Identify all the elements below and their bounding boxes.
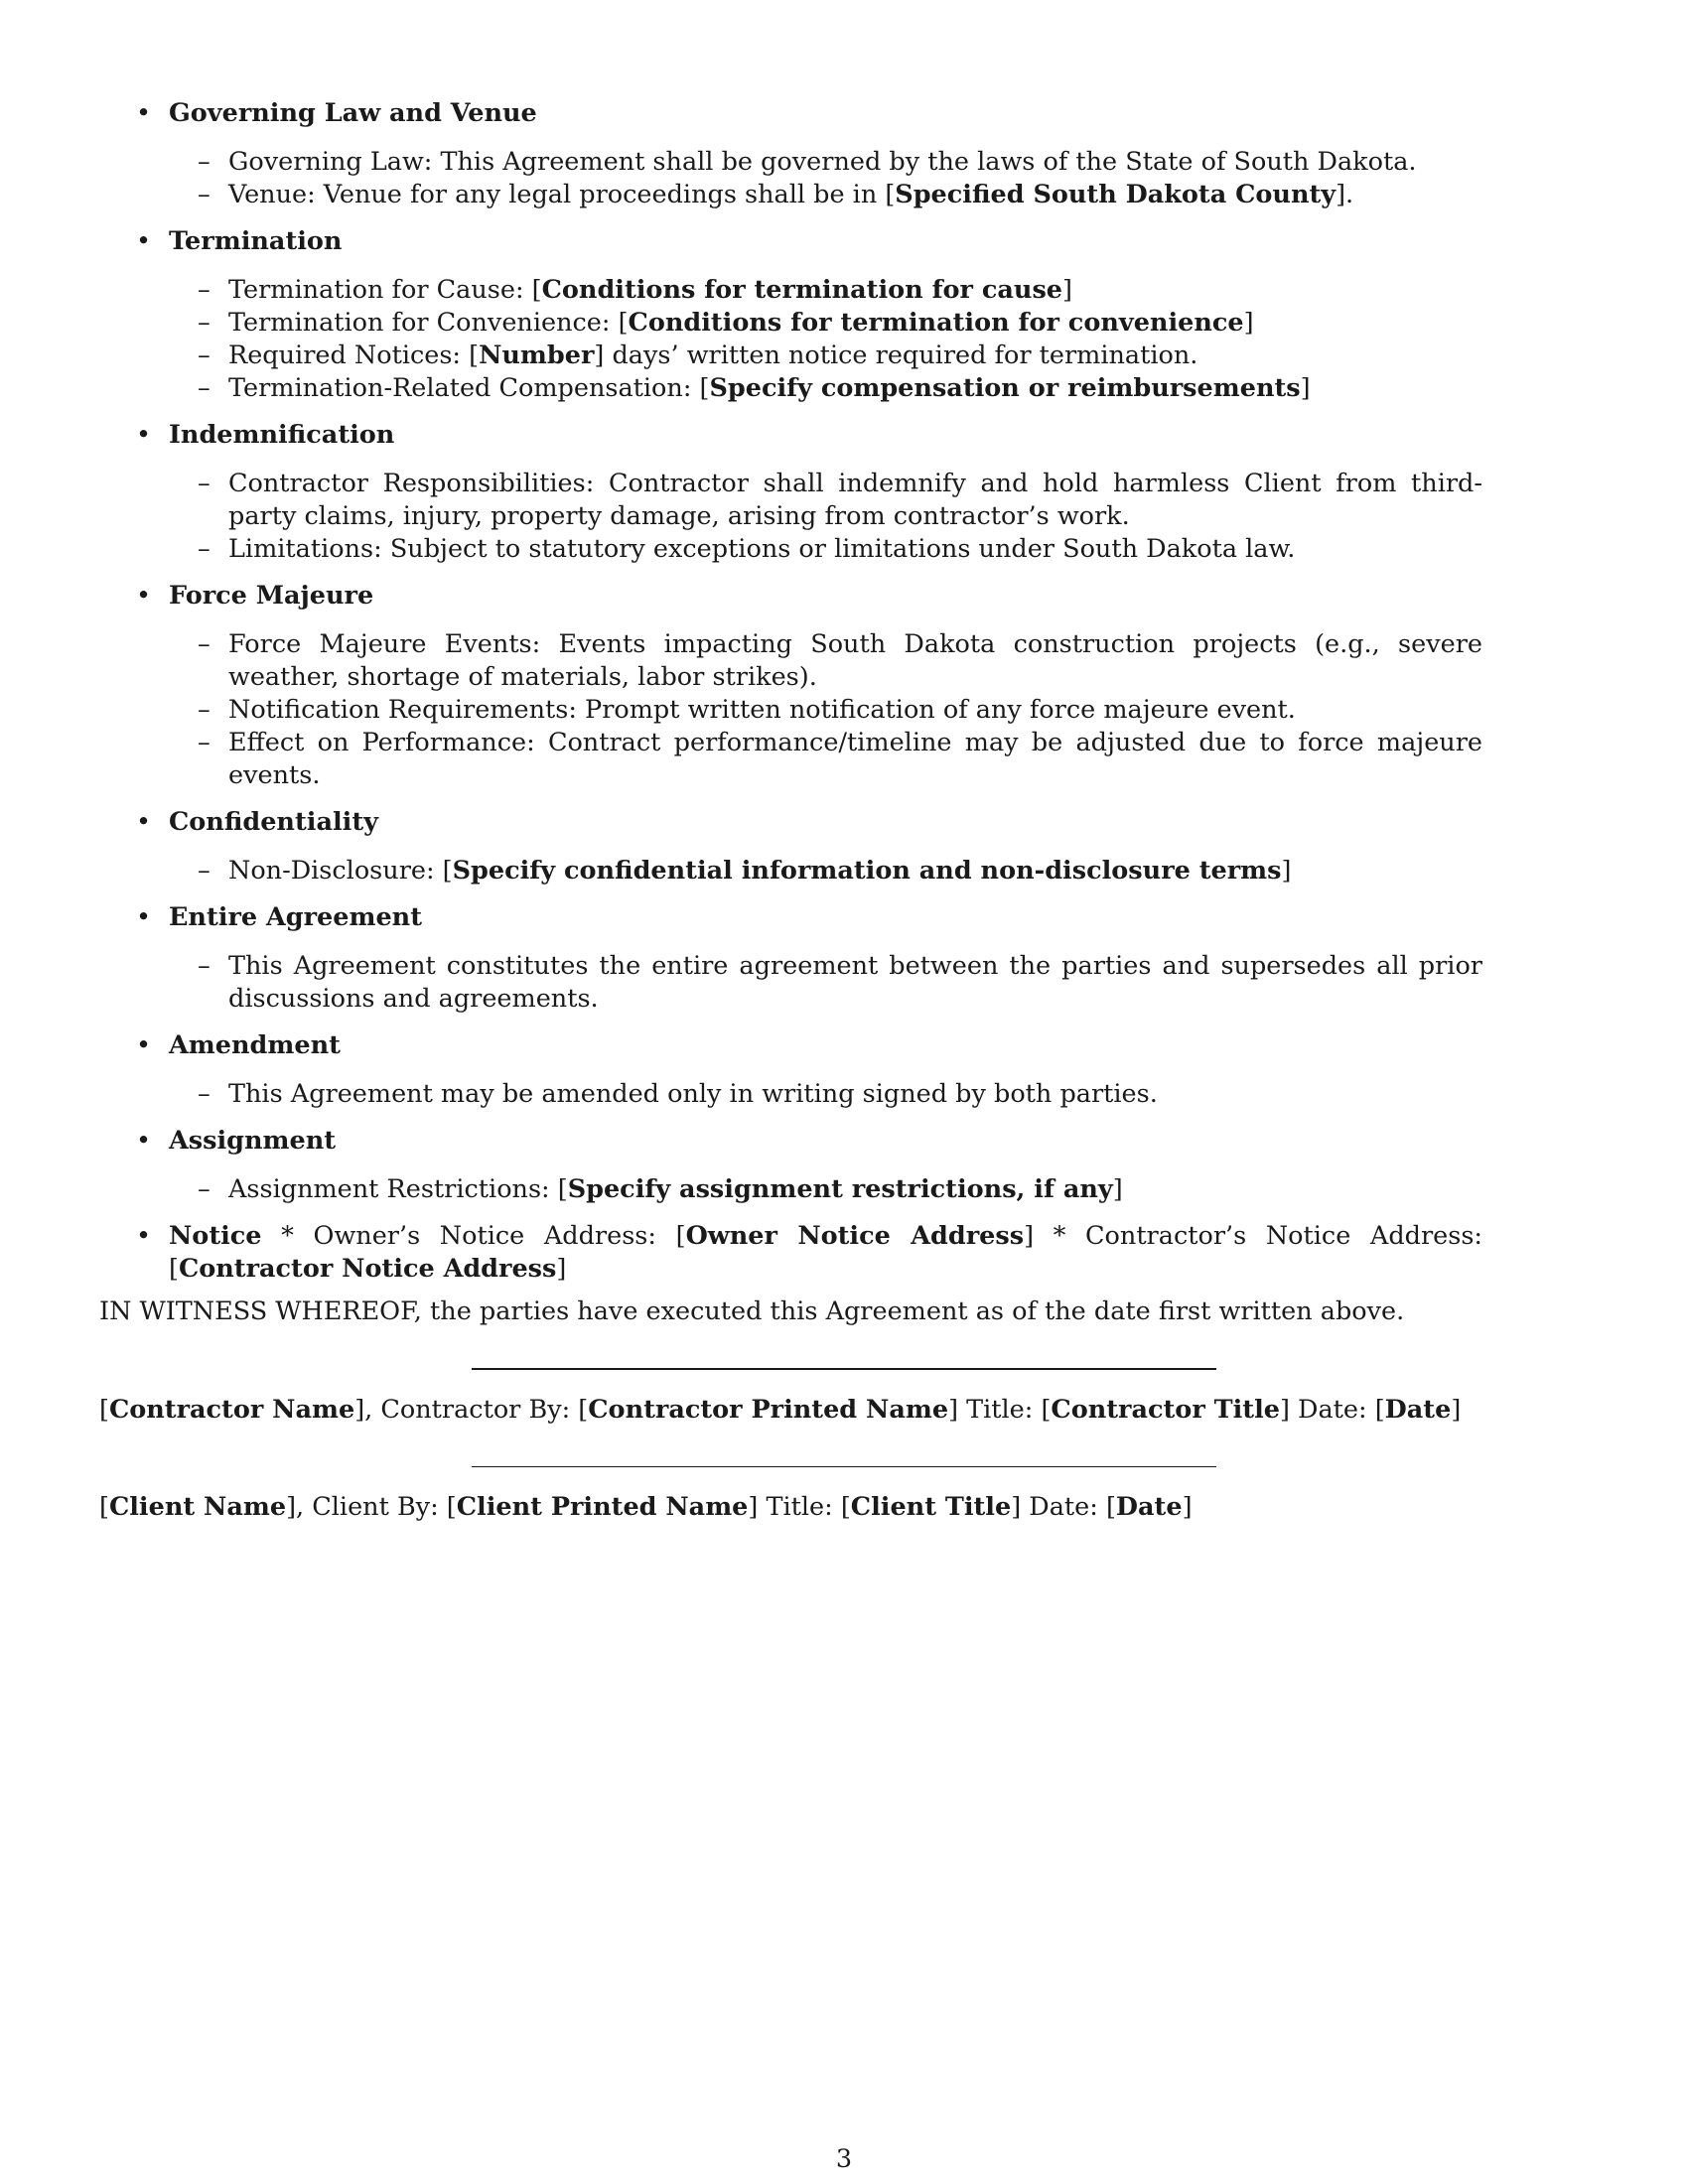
section-force-majeure (99, 580, 1589, 792)
dash-icon: – (198, 180, 211, 209)
placeholder-field: Date (1384, 1395, 1452, 1425)
section-title: Notice (169, 1221, 262, 1251)
placeholder-field: Owner Notice Address (685, 1221, 1025, 1251)
list-item: – Termination-Related Compensation: [Specify compensation or reimbursements] (198, 373, 1311, 403)
list-item: – Contractor Responsibilities: Contractor shall indemnify and hold harmless Client from third-party claims, injury, property damage, arising from contractor’s work. (198, 469, 1482, 531)
dash-icon: – (198, 629, 211, 659)
list-item: – Venue: Venue for any legal proceedings shall be in [Specified South Dakota County]. (198, 180, 1354, 209)
dash-icon: – (198, 951, 211, 981)
section-amendment (99, 1029, 1589, 1111)
list-item: – Termination for Convenience: [Conditions for termination for convenience] (198, 308, 1254, 338)
list-item: – Force Majeure Events: Events impacting South Dakota construction projects (e.g., severe weather, shortage of materials, labor strikes). (198, 629, 1482, 692)
sub-list (99, 274, 1589, 405)
placeholder-field: Contractor Printed Name (588, 1395, 949, 1425)
sub-list (99, 146, 1589, 211)
list-item: – Termination for Cause: [Conditions for termination for cause] (198, 275, 1072, 305)
list-item: – Notification Requirements: Prompt written notification of any force majeure event. (198, 695, 1296, 725)
dash-icon: – (198, 341, 211, 370)
section-governing-law (99, 97, 1589, 211)
bullet-icon: • (136, 902, 152, 932)
section-title: Governing Law and Venue (169, 98, 537, 128)
bullet-icon: • (136, 98, 152, 128)
page-number: 3 (835, 2144, 853, 2174)
sub-list (99, 468, 1589, 566)
section-termination (99, 225, 1589, 405)
list-item: – This Agreement constitutes the entire agreement between the parties and supersedes all prior discussions and agreements. (198, 951, 1482, 1014)
dash-icon: – (198, 534, 211, 564)
section-confidentiality (99, 806, 1589, 887)
list-item: – Required Notices: [Number] days’ written notice required for termination. (198, 341, 1198, 370)
dash-icon: – (198, 469, 211, 498)
placeholder-field: Contractor Title (1051, 1395, 1280, 1425)
dash-icon: – (198, 308, 211, 338)
section-assignment (99, 1125, 1589, 1206)
section-notice: • Notice * Owner’s Notice Address: [Owner Notice Address] * Contractor’s Notice Address: [Contractor Notice Address] (136, 1221, 1483, 1284)
placeholder-field: Conditions for termination for convenience (628, 308, 1244, 338)
placeholder-field: Specify confidential information and non-disclosure terms (452, 856, 1282, 886)
witness-clause: IN WITNESS WHEREOF, the parties have executed this Agreement as of the date first written above. (99, 1297, 1405, 1326)
placeholder-field: Client Title (850, 1492, 1012, 1522)
bullet-icon: • (136, 1221, 152, 1251)
section-title: Force Majeure (169, 581, 374, 611)
section-title: Confidentiality (169, 807, 378, 837)
client-signature-line (472, 1466, 1216, 1467)
sub-list (99, 1173, 1589, 1206)
bullet-icon: • (136, 1030, 152, 1060)
dash-icon: – (198, 695, 211, 725)
section-indemnification (99, 419, 1589, 566)
section-title: Indemnification (169, 420, 395, 450)
list-item: – Assignment Restrictions: [Specify assignment restrictions, if any] (198, 1174, 1123, 1204)
list-item: – This Agreement may be amended only in writing signed by both parties. (198, 1079, 1158, 1109)
dash-icon: – (198, 275, 211, 305)
bullet-icon: • (136, 1126, 152, 1156)
dash-icon: – (198, 1174, 211, 1204)
placeholder-field: Specify assignment restrictions, if any (567, 1174, 1113, 1204)
section-title: Termination (169, 226, 343, 256)
bullet-icon: • (136, 420, 152, 450)
placeholder-field: Date (1115, 1492, 1183, 1522)
dash-icon: – (198, 1079, 211, 1109)
placeholder-field: Number (479, 341, 595, 370)
sub-list (99, 628, 1589, 792)
section-title: Amendment (169, 1030, 341, 1060)
sub-list (99, 950, 1589, 1016)
list-item: – Non-Disclosure: [Specify confidential information and non-disclosure terms] (198, 856, 1292, 886)
sub-list (99, 1078, 1589, 1111)
list-item: – Limitations: Subject to statutory exceptions or limitations under South Dakota law. (198, 534, 1296, 564)
bullet-icon: • (136, 807, 152, 837)
section-title: Assignment (169, 1126, 337, 1156)
section-title: Entire Agreement (169, 902, 422, 932)
list-item: – Governing Law: This Agreement shall be governed by the laws of the State of South Dakota. (198, 147, 1417, 177)
client-signature-block: [Client Name], Client By: [Client Printed Name] Title: [Client Title] Date: [Date] (99, 1492, 1193, 1522)
placeholder-field: Contractor Notice Address (178, 1254, 557, 1284)
dash-icon: – (198, 728, 211, 757)
bullet-icon: • (136, 226, 152, 256)
placeholder-field: Client Printed Name (456, 1492, 749, 1522)
bullet-icon: • (136, 581, 152, 611)
placeholder-field: Contractor Name (108, 1395, 355, 1425)
placeholder-field: Conditions for termination for cause (541, 275, 1063, 305)
contractor-signature-block: [Contractor Name], Contractor By: [Contractor Printed Name] Title: [Contractor Title] Date: [Date] (99, 1395, 1462, 1425)
placeholder-field: Specified South Dakota County (895, 180, 1336, 209)
dash-icon: – (198, 147, 211, 177)
list-item: – Effect on Performance: Contract performance/timeline may be adjusted due to force majeure events. (198, 728, 1482, 790)
placeholder-field: Client Name (108, 1492, 287, 1522)
placeholder-field: Specify compensation or reimbursements (709, 373, 1301, 403)
sub-list (99, 855, 1589, 887)
dash-icon: – (198, 856, 211, 886)
dash-icon: – (198, 373, 211, 403)
section-entire-agreement (99, 901, 1589, 1016)
contractor-signature-line (472, 1368, 1216, 1370)
document-page (99, 97, 1589, 1524)
